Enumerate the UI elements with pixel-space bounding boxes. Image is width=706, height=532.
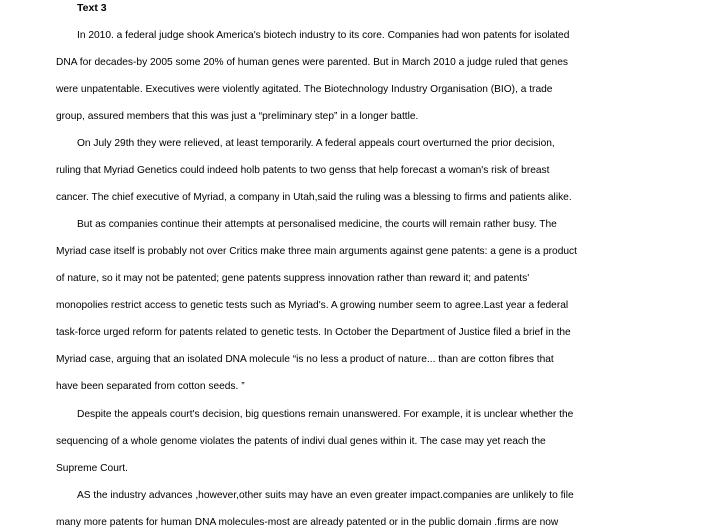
paragraph-2-line-3: cancer. The chief executive of Myriad, a company in Utah,said the ruling was a blessing to firms and patients alike.: [56, 192, 572, 203]
paragraph-1-line-3: were unpatentable. Executives were violently agitated. The Biotechnology Industry Organisation (BIO), a trade: [56, 84, 553, 95]
paragraph-3-line-3: of nature, so it may not be patented; gene patents suppress innovation rather than reward it; and patents': [56, 273, 530, 284]
paragraph-4-line-1: Despite the appeals court's decision, big questions remain unanswered. For example, it is unclear whether the: [77, 409, 574, 420]
paragraph-2-line-2: ruling that Myriad Genetics could indeed holb patents to two genss that help forecast a woman's risk of breast: [56, 165, 550, 176]
paragraph-3-line-6: Myriad case, arguing that an isolated DNA molecule “is no less a product of nature... than are cotton fibres that: [56, 354, 554, 365]
paragraph-4-line-3: Supreme Court.: [56, 463, 128, 474]
paragraph-3-line-1: But as companies continue their attempts at personalised medicine, the courts will remain rather busy. The: [77, 219, 557, 230]
paragraph-5-line-1: AS the industry advances ,however,other suits may have an even greater impact.companies are unlikely to file: [77, 490, 574, 501]
paragraph-3-line-7: have been separated from cotton seeds. ”: [56, 381, 245, 392]
paragraph-3-line-5: task-force urged reform for patents related to genetic tests. In October the Department of Justice filed a brief in the: [56, 327, 571, 338]
paragraph-1-line-2: DNA for decades-by 2005 some 20% of human genes were parented. But in March 2010 a judge ruled that genes: [56, 57, 568, 68]
paragraph-4-line-2: sequencing of a whole genome violates the patents of indivi dual genes within it. The case may yet reach the: [56, 436, 546, 447]
document-title: Text 3: [77, 2, 107, 14]
paragraph-2-line-1: On July 29th they were relieved, at least temporarily. A federal appeals court overturned the prior decision,: [77, 138, 555, 149]
paragraph-5-line-2: many more patents for human DNA molecules-most are already patented or in the public domain .firms are now: [56, 517, 559, 528]
paragraph-3-line-4: monopolies restrict access to genetic tests such as Myriad's. A growing number seem to agree.Last year a federal: [56, 300, 569, 311]
paragraph-3-line-2: Myriad case itself is probably not over Critics make three main arguments against gene patents: a gene is a product: [56, 246, 577, 257]
paragraph-1-line-4: group, assured members that this was just a “preliminary step” in a longer battle.: [56, 111, 419, 122]
paragraph-1-line-1: In 2010. a federal judge shook America's biotech industry to its core. Companies had won patents for isolated: [77, 30, 570, 41]
